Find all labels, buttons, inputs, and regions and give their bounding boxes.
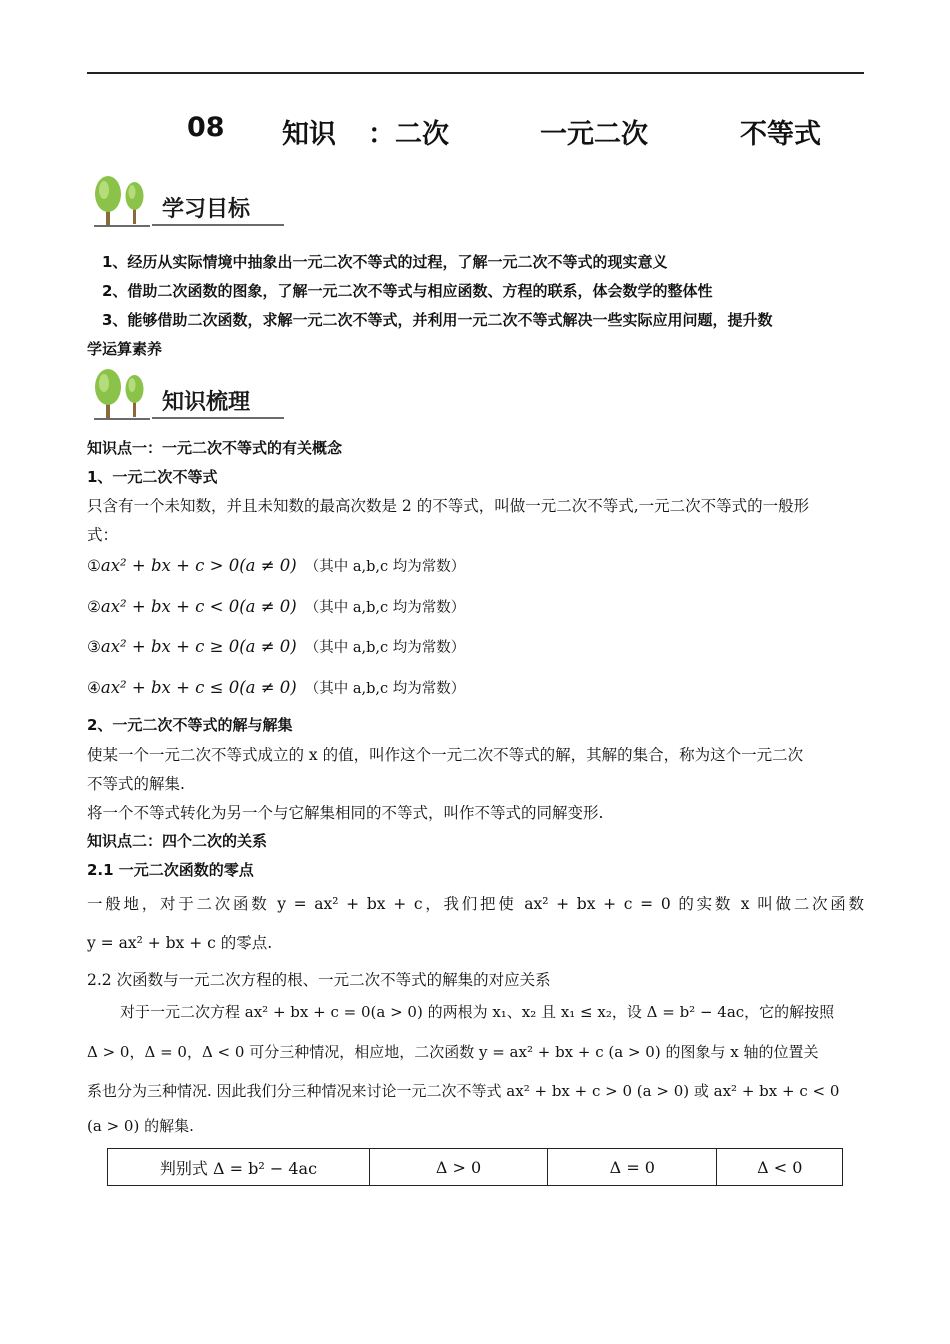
kp1-s2-title: 2、一元二次不等式的解与解集	[87, 716, 293, 734]
page-title	[0, 112, 950, 152]
kp1-s1-text-a: 只含有一个未知数，并且未知数的最高次数是 2 的不等式，叫做一元二次不等式,一元二次不等式的一般形	[87, 497, 810, 515]
knowledge-banner	[92, 367, 292, 425]
goal-item-3: 3、能够借助二次函数，求解一元二次不等式，并利用一元二次不等式解决一些实际应用问题，提升数	[102, 311, 773, 329]
kp1-s1-text-b: 式：	[87, 526, 119, 544]
title-part2: ：二次	[368, 119, 449, 150]
title-part1: 知识	[282, 119, 336, 150]
form-expression: ax² + bx + c ≥ 0(a ≠ 0)	[100, 637, 297, 656]
inequality-form-3	[87, 636, 864, 657]
kp2-s21-text-b: y = ax² + bx + c 的零点.	[87, 934, 273, 952]
table-header-cell: Δ > 0	[369, 1149, 547, 1186]
title-part4: 不等式	[740, 119, 821, 150]
form-note: （其中 a,b,c 均为常数）	[304, 559, 466, 575]
title-part3: 一元二次	[540, 119, 648, 150]
title-number: 08	[187, 112, 225, 143]
kp1-s2-text-b: 不等式的解集.	[87, 775, 185, 793]
form-note: （其中 a,b,c 均为常数）	[304, 600, 466, 616]
knowledge-banner-underline	[152, 417, 284, 419]
form-mark: ①	[87, 557, 101, 575]
goals-banner-label: 学习目标	[162, 197, 251, 222]
inequality-form-4	[87, 677, 864, 698]
kp2-s22-text-a: 对于一元二次方程 ax² + bx + c = 0(a > 0) 的两根为 x₁、x₂ 且 x₁ ≤ x₂，设 Δ = b² − 4ac，它的解按照	[120, 1003, 835, 1021]
inequality-form-2	[87, 596, 864, 617]
form-mark: ④	[87, 679, 101, 697]
kp1-s2-text-c: 将一个不等式转化为另一个与它解集相同的不等式，叫作不等式的同解变形.	[87, 804, 604, 822]
form-note: （其中 a,b,c 均为常数）	[304, 681, 466, 697]
form-mark: ③	[87, 638, 101, 656]
kp2-s21-text-a: 一般地，对于二次函数 y = ax² + bx + c，我们把使 ax² + bx + c = 0 的实数 x 叫做二次函数	[87, 895, 864, 913]
form-expression: ax² + bx + c ≤ 0(a ≠ 0)	[100, 678, 297, 697]
tree-icon	[92, 367, 154, 423]
kp2-s22-text-c: 系也分为三种情况. 因此我们分三种情况来讨论一元二次不等式 ax² + bx + c > 0 (a > 0) 或 ax² + bx + c < 0	[87, 1082, 840, 1100]
header-rule	[87, 72, 864, 74]
kp2-heading: 知识点二：四个二次的关系	[87, 832, 268, 850]
goal-item-3-cont: 学运算素养	[87, 340, 163, 358]
table-header-cell: Δ < 0	[717, 1149, 843, 1186]
kp1-s2-text-a: 使某一个一元二次不等式成立的 x 的值，叫作这个一元二次不等式的解，其解的集合，称为这个一元二次	[87, 746, 804, 764]
goal-item-2: 2、借助二次函数的图象，了解一元二次不等式与相应函数、方程的联系，体会数学的整体性	[102, 282, 713, 300]
form-mark: ②	[87, 598, 101, 616]
goals-banner-underline	[152, 224, 284, 226]
table-header-cell: Δ = 0	[548, 1149, 717, 1186]
goal-item-1: 1、经历从实际情境中抽象出一元二次不等式的过程，了解一元二次不等式的现实意义	[102, 253, 668, 271]
kp2-s22-title: 2.2 次函数与一元二次方程的根、一元二次不等式的解集的对应关系	[87, 971, 551, 989]
table-row	[108, 1149, 843, 1186]
goals-banner	[92, 174, 292, 232]
knowledge-banner-label: 知识梳理	[162, 390, 251, 415]
inequality-form-1	[87, 555, 864, 576]
form-expression: ax² + bx + c < 0(a ≠ 0)	[100, 597, 297, 616]
form-expression: ax² + bx + c > 0(a ≠ 0)	[100, 556, 297, 575]
kp2-s22-text-d: (a > 0) 的解集.	[87, 1117, 194, 1135]
tree-icon	[92, 174, 154, 230]
kp2-s21-title: 2.1 一元二次函数的零点	[87, 861, 254, 879]
form-note: （其中 a,b,c 均为常数）	[304, 640, 466, 656]
kp1-s1-title: 1、一元二次不等式	[87, 468, 218, 486]
discriminant-table	[107, 1148, 843, 1186]
kp1-heading: 知识点一：一元二次不等式的有关概念	[87, 439, 343, 457]
kp2-s22-text-b: Δ > 0，Δ = 0，Δ < 0 可分三种情况，相应地，二次函数 y = ax² + bx + c (a > 0) 的图象与 x 轴的位置关	[87, 1043, 819, 1061]
table-header-cell: 判别式 Δ = b² − 4ac	[108, 1149, 370, 1186]
